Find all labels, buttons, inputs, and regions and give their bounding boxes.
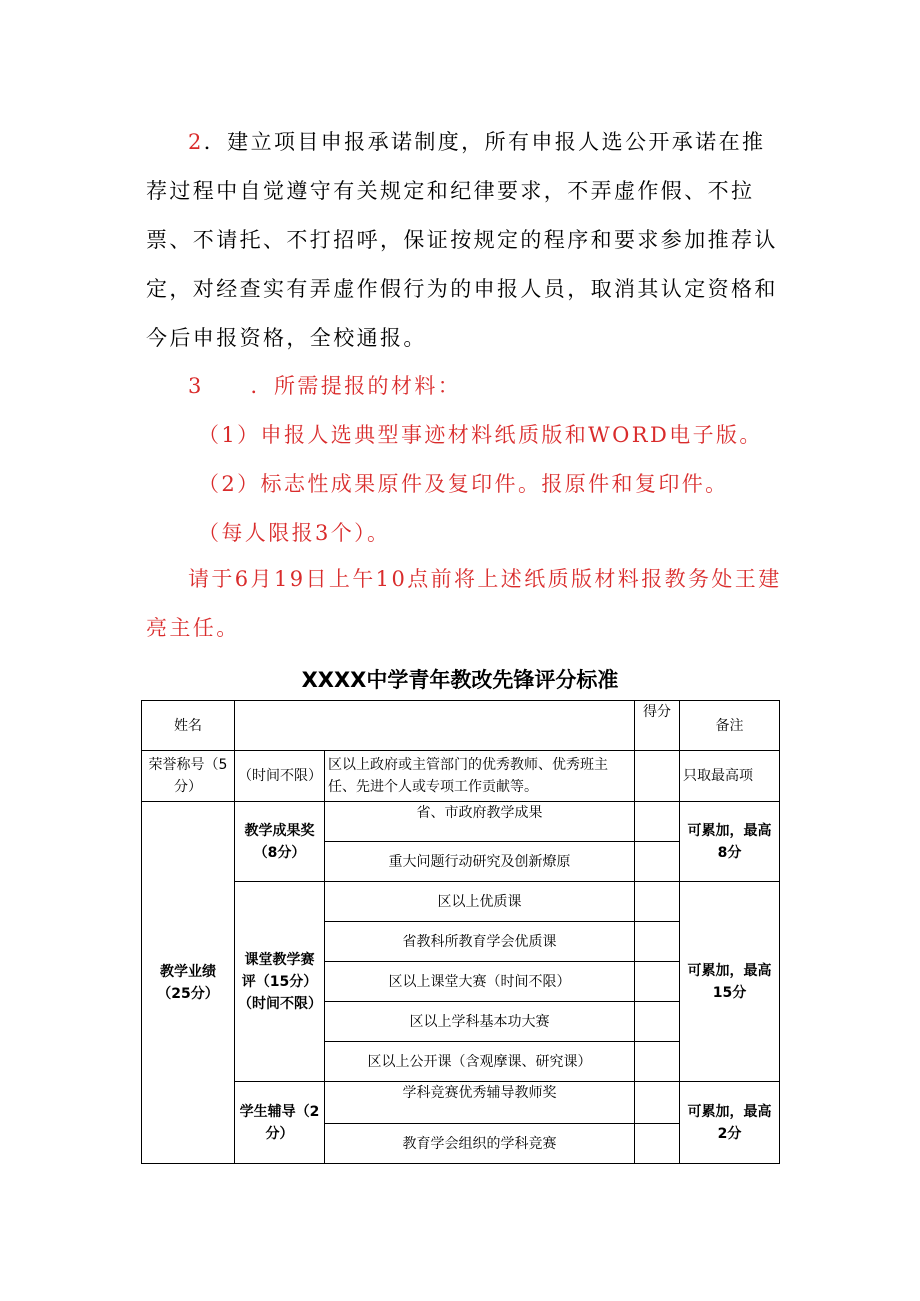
table-item: 区以上学科基本功大赛 [325, 1002, 635, 1042]
paragraph-2-number: 2 [188, 130, 204, 154]
table-row [142, 802, 780, 842]
honor-score-cell [635, 751, 680, 802]
table-item: 区以上优质课 [325, 882, 635, 922]
table-row-header [142, 701, 780, 751]
paragraph-2 [146, 118, 786, 363]
honor-remark: 只取最高项 [680, 751, 780, 802]
table-item: 学科竞赛优秀辅导教师奖 [325, 1082, 635, 1124]
material-item-3: （每人限报3个）。 [198, 521, 391, 545]
name-value-cell [235, 701, 635, 751]
table-item: 省教科所教育学会优质课 [325, 922, 635, 962]
honor-sub: （时间不限） [235, 751, 325, 802]
classroom-contest-sub: 课堂教学赛评（15分）（时间不限） [235, 882, 325, 1082]
material-item-2: （2）标志性成果原件及复印件。报原件和复印件。 [198, 472, 729, 496]
honor-category: 荣誉称号（5分） [142, 751, 235, 802]
table-title: XXXX中学青年教改先锋评分标准 [301, 668, 619, 692]
achievement-award-sub: 教学成果奖（8分） [235, 802, 325, 882]
table-row [142, 1082, 780, 1124]
table-row [142, 882, 780, 922]
paragraph-3-heading: 3 ．所需提报的材料： [188, 374, 462, 398]
student-coaching-sub: 学生辅导（2分） [235, 1082, 325, 1164]
score-cell [635, 802, 680, 842]
name-label: 姓名 [142, 701, 235, 751]
score-cell [635, 842, 680, 882]
teaching-category: 教学业绩（25分） [142, 802, 235, 1164]
student-coaching-remark: 可累加，最高2分 [680, 1082, 780, 1164]
score-cell [635, 882, 680, 922]
table-row-honor [142, 751, 780, 802]
remark-label: 备注 [680, 701, 780, 751]
classroom-contest-remark: 可累加，最高15分 [680, 882, 780, 1082]
table-item: 区以上课堂大赛（时间不限） [325, 962, 635, 1002]
table-item: 区以上公开课（含观摩课、研究课） [325, 1042, 635, 1082]
deadline-paragraph: 请于6月19日上午10点前将上述纸质版材料报教务处王建亮主任。 [146, 567, 782, 640]
score-label: 得分 [635, 701, 680, 751]
score-cell [635, 1124, 680, 1164]
score-cell [635, 1082, 680, 1124]
score-cell [635, 1042, 680, 1082]
achievement-award-remark: 可累加，最高8分 [680, 802, 780, 882]
scoring-table [141, 700, 780, 1164]
honor-item: 区以上政府或主管部门的优秀教师、优秀班主任、先进个人或专项工作贡献等。 [325, 751, 635, 802]
table-item: 省、市政府教学成果 [325, 802, 635, 842]
paragraph-2-text: ．建立项目申报承诺制度，所有申报人选公开承诺在推荐过程中自觉遵守有关规定和纪律要求，不弄虚作假、不拉票、不请托、不打招呼，保证按规定的程序和要求参加推荐认定，对经查实有弄虚作假行为的申报人员，取消其认定资格和今后申报资格，全校通报。 [146, 130, 778, 350]
score-cell [635, 922, 680, 962]
score-cell [635, 962, 680, 1002]
score-cell [635, 1002, 680, 1042]
table-item: 教育学会组织的学科竞赛 [325, 1124, 635, 1164]
table-item: 重大问题行动研究及创新燎原 [325, 842, 635, 882]
material-item-1: （1）申报人选典型事迹材料纸质版和WORD电子版。 [198, 423, 763, 447]
